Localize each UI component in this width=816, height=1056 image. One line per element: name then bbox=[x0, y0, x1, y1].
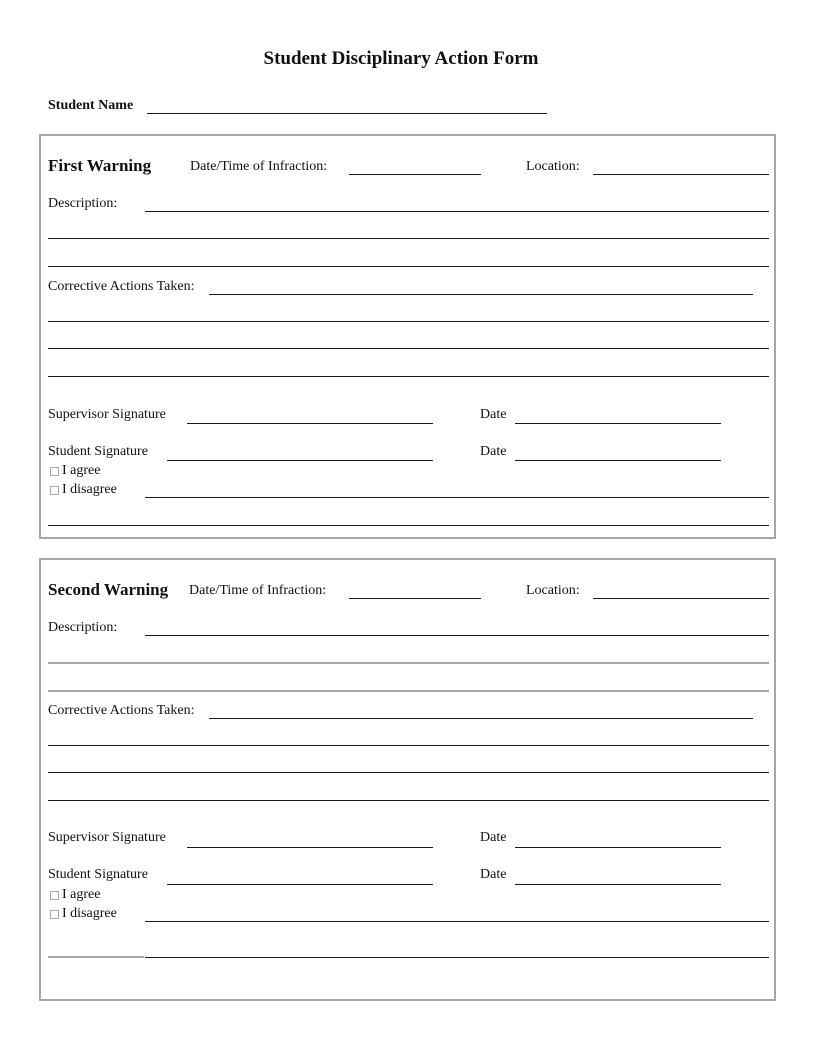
comment-field-line[interactable] bbox=[145, 497, 769, 498]
supervisor-signature-label: Supervisor Signature bbox=[48, 407, 166, 422]
disagree-label: I disagree bbox=[62, 906, 117, 921]
first-warning-heading: First Warning bbox=[48, 156, 152, 175]
description-field-line[interactable] bbox=[48, 690, 769, 692]
corrective-actions-field-line[interactable] bbox=[48, 376, 769, 377]
second-warning-panel bbox=[39, 558, 776, 1001]
student-signature-field[interactable] bbox=[167, 460, 433, 461]
corrective-actions-field-line[interactable] bbox=[48, 772, 769, 773]
comment-field-line[interactable] bbox=[145, 957, 769, 958]
agree-checkbox[interactable] bbox=[50, 891, 59, 900]
supervisor-date-field[interactable] bbox=[515, 423, 721, 424]
student-date-field[interactable] bbox=[515, 460, 721, 461]
date-label: Date bbox=[480, 830, 507, 845]
date-label: Date bbox=[480, 444, 507, 459]
first-warning-panel bbox=[39, 134, 776, 539]
corrective-actions-label: Corrective Actions Taken: bbox=[48, 703, 195, 718]
corrective-actions-label: Corrective Actions Taken: bbox=[48, 279, 195, 294]
corrective-actions-field-line[interactable] bbox=[48, 800, 769, 801]
description-field-line[interactable] bbox=[48, 266, 769, 267]
location-label: Location: bbox=[526, 583, 580, 598]
date-time-label: Date/Time of Infraction: bbox=[189, 583, 327, 598]
agree-checkbox[interactable] bbox=[50, 467, 59, 476]
description-field-line[interactable] bbox=[145, 635, 769, 636]
comment-field-line[interactable] bbox=[48, 525, 769, 526]
form-title: Student Disciplinary Action Form bbox=[263, 48, 539, 69]
supervisor-signature-field[interactable] bbox=[187, 847, 433, 848]
location-field[interactable] bbox=[593, 598, 769, 599]
date-label: Date bbox=[480, 407, 507, 422]
second-warning-heading: Second Warning bbox=[48, 580, 169, 599]
corrective-actions-field-line[interactable] bbox=[209, 294, 753, 295]
student-name-label: Student Name bbox=[48, 98, 134, 113]
description-field-line[interactable] bbox=[145, 211, 769, 212]
corrective-actions-field-line[interactable] bbox=[48, 745, 769, 746]
agree-label: I agree bbox=[62, 463, 101, 478]
agree-label: I agree bbox=[62, 887, 101, 902]
disagree-label: I disagree bbox=[62, 482, 117, 497]
supervisor-signature-field[interactable] bbox=[187, 423, 433, 424]
corrective-actions-field-line[interactable] bbox=[48, 348, 769, 349]
date-time-field[interactable] bbox=[349, 598, 481, 599]
location-field[interactable] bbox=[593, 174, 769, 175]
comment-field-line[interactable] bbox=[145, 921, 769, 922]
date-time-field[interactable] bbox=[349, 174, 481, 175]
description-label: Description: bbox=[48, 620, 118, 635]
student-signature-label: Student Signature bbox=[48, 867, 148, 882]
student-date-field[interactable] bbox=[515, 884, 721, 885]
corrective-actions-field-line[interactable] bbox=[209, 718, 753, 719]
supervisor-signature-label: Supervisor Signature bbox=[48, 830, 166, 845]
comment-field-line[interactable] bbox=[48, 956, 144, 958]
supervisor-date-field[interactable] bbox=[515, 847, 721, 848]
disagree-checkbox[interactable] bbox=[50, 910, 59, 919]
disagree-checkbox[interactable] bbox=[50, 486, 59, 495]
description-label: Description: bbox=[48, 196, 118, 211]
corrective-actions-field-line[interactable] bbox=[48, 321, 769, 322]
description-field-line[interactable] bbox=[48, 238, 769, 239]
location-label: Location: bbox=[526, 159, 580, 174]
student-signature-label: Student Signature bbox=[48, 444, 148, 459]
student-name-field[interactable] bbox=[147, 113, 547, 114]
date-label: Date bbox=[480, 867, 507, 882]
date-time-label: Date/Time of Infraction: bbox=[190, 159, 328, 174]
description-field-line[interactable] bbox=[48, 662, 769, 664]
student-signature-field[interactable] bbox=[167, 884, 433, 885]
